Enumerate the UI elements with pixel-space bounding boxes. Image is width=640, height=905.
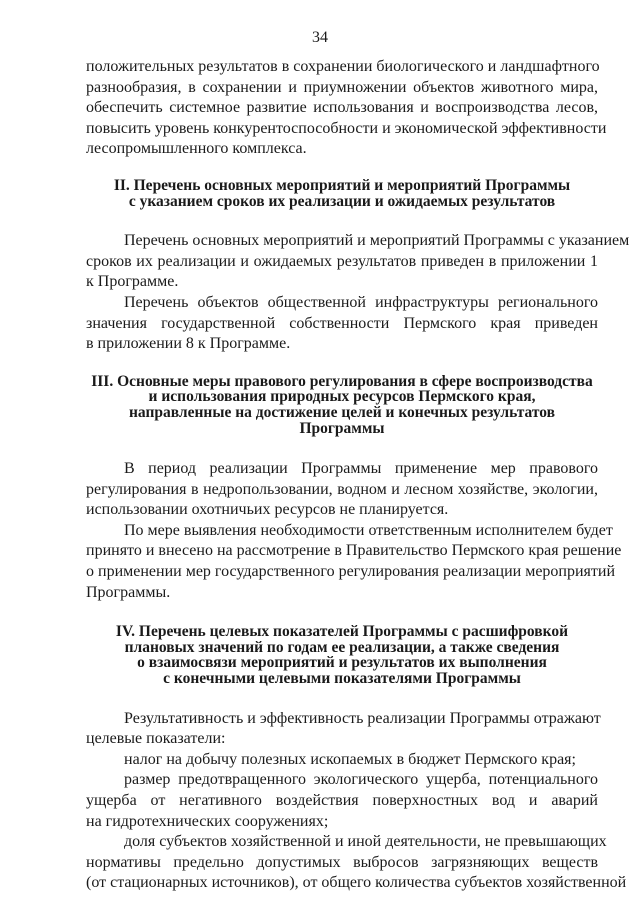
text-line: о применении мер государственного регулирования реализации мероприятий [86, 563, 616, 581]
text-line: на гидротехнических сооружениях; [86, 812, 329, 830]
text-line: положительных результатов в сохранении биологического и ландшафтного [86, 58, 600, 75]
text-line: размер предотвращенного экологического ущерба, потенциального [124, 771, 598, 789]
text-line: Перечень объектов общественной инфраструктуры регионального [124, 293, 598, 311]
text-line: (от стационарных источников), от общего количества субъектов хозяйственной [86, 874, 627, 892]
indicator-item-2 [86, 770, 598, 832]
text-line: Программы. [86, 583, 171, 601]
section-2-paragraph-2 [86, 293, 598, 355]
text-line: доля субъектов хозяйственной и иной деятельности, не превышающих [124, 833, 607, 851]
text-line: повысить уровень конкурентоспособности и экономической эффективности [86, 119, 607, 137]
heading-line: о взаимосвязи мероприятий и результатов их выполнения [137, 654, 547, 672]
text-line: в приложении 8 к Программе. [86, 335, 291, 353]
section-4-paragraph-1 [86, 709, 601, 750]
text-line: обеспечить системное развитие использования и воспроизводства лесов, [86, 99, 598, 117]
heading-line: II. Перечень основных мероприятий и мероприятий Программы [113, 176, 571, 194]
section-3-paragraph-2 [86, 521, 622, 603]
heading-line: направленные на достижение целей и конечных результатов [128, 403, 555, 421]
text-line: По мере выявления необходимости ответственным исполнителем будет [124, 521, 613, 539]
heading-line: плановых значений по годам ее реализации, а также сведения [124, 638, 560, 656]
text-line: значения государственной собственности Пермского края приведен [86, 314, 598, 332]
text-line: нормативы предельно допустимых выбросов загрязняющих веществ [86, 853, 598, 871]
heading-line: и использования природных ресурсов Пермского края, [148, 388, 536, 406]
page-number: 34 [312, 29, 328, 46]
text-line: использовании охотничьих ресурсов не планируется. [86, 501, 449, 519]
intro-paragraph [86, 57, 607, 160]
heading-line: Программы [299, 419, 385, 437]
heading-line: с указанием сроков их реализации и ожидаемых результатов [128, 192, 556, 210]
indicator-item-3 [86, 832, 627, 894]
text-line: лесопромышленного комплекса. [86, 140, 307, 158]
text-line: Результативность и эффективность реализации Программы отражают [124, 709, 601, 727]
text-line: сроков их реализации и ожидаемых результатов приведен в приложении 1 [86, 252, 598, 270]
text-line: к Программе. [86, 273, 179, 291]
page-content [86, 57, 630, 894]
text-line: В период реализации Программы применение мер правового [124, 460, 598, 478]
text-line: принято и внесено на рассмотрение в Правительство Пермского края решение [86, 542, 622, 560]
text-line: регулирования в недропользовании, водном и лесном хозяйстве, экологии, [86, 480, 598, 498]
heading-line: IV. Перечень целевых показателей Программы с расшифровкой [115, 623, 569, 641]
section-3-heading [86, 374, 598, 436]
section-4-heading [86, 624, 598, 686]
indicator-item-1 [86, 750, 598, 771]
section-2-paragraph-1 [86, 231, 630, 293]
text-line: целевые показатели: [86, 730, 226, 748]
heading-line: III. Основные меры правового регулирования в сфере воспроизводства [91, 372, 593, 390]
section-2-heading [86, 178, 598, 209]
text-line: налог на добычу полезных ископаемых в бюджет Пермского края; [124, 750, 576, 768]
heading-line: с конечными целевыми показателями Программы [163, 670, 521, 688]
text-line: Перечень основных мероприятий и мероприятий Программы с указанием [124, 232, 630, 250]
section-3-paragraph-1 [86, 459, 598, 521]
text-line: разнообразия, в сохранении и приумножении объектов животного мира, [86, 78, 598, 96]
text-line: ущерба от негативного воздействия поверхностных вод и аварий [86, 792, 598, 809]
